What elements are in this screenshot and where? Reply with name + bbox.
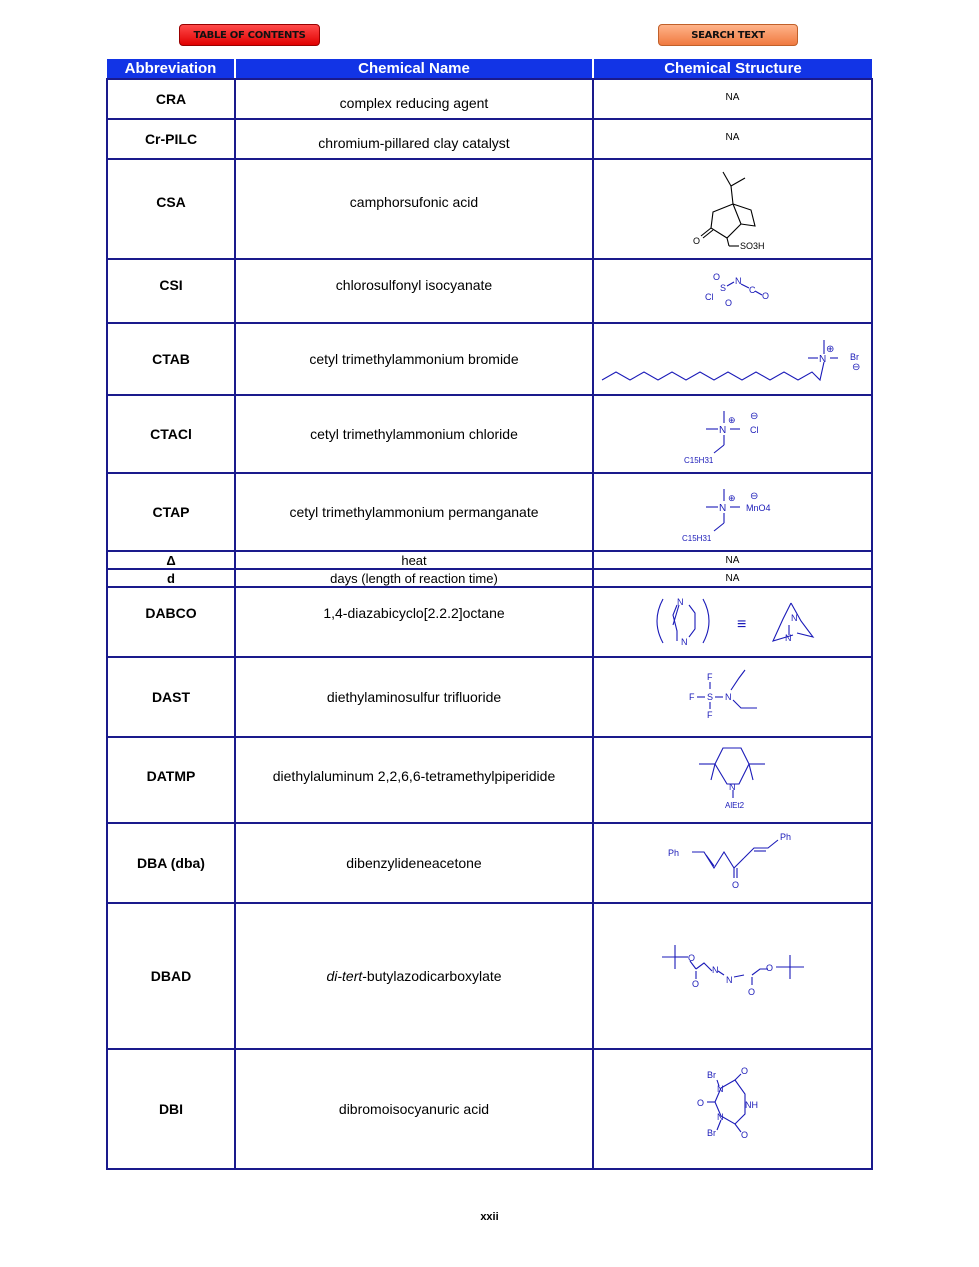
structure-label: C15H31 [681,534,711,543]
abbr-cell: CSI [107,259,235,323]
structure-cell: NA [593,551,872,569]
abbr-cell: DATMP [107,737,235,823]
structure-label: C [748,285,755,295]
structure-label: O [740,1130,748,1140]
structure-cell [593,1049,872,1169]
table-row [107,551,872,569]
table-row [107,119,872,159]
structure-label: N [790,613,797,623]
name-cell: cetyl trimethylammonium permanganate [235,473,593,551]
structure-cell [593,473,872,551]
structure-label: ≡ [736,616,746,633]
structure-label: ⊖ [749,491,758,502]
structure-label: O [696,1098,704,1108]
abbr-cell: d [107,569,235,587]
abbr-cell: CTAP [107,473,235,551]
name-rest-part: -butylazodicarboxylate [362,968,502,984]
table-row [107,737,872,823]
camphorsulfonic-acid-structure-icon [673,164,793,254]
structure-cell [593,657,872,737]
structure-label: N [734,276,741,286]
structure-label: F [688,692,694,702]
structure-label: Cl [704,292,713,302]
structure-label: O [724,298,732,308]
structure-cell [593,823,872,903]
name-cell: dibromoisocyanuric acid [235,1049,593,1169]
structure-label: N [784,633,791,643]
structure-label: Cl [749,425,758,435]
structure-label: MnO4 [745,503,771,513]
dast-structure-icon [683,662,783,732]
structure-label: F [706,710,712,720]
structure-label: N [676,597,683,607]
table-row [107,473,872,551]
header-chemical-structure: Chemical Structure [593,59,872,79]
structure-label: S [719,283,726,293]
name-cell: days (length of reaction time) [235,569,593,587]
name-cell: complex reducing agent [235,79,593,119]
abbr-cell: DAST [107,657,235,737]
name-cell: chlorosulfonyl isocyanate [235,259,593,323]
structure-label: O [692,236,700,246]
datmp-structure-icon [683,740,783,820]
structure-label: O [687,953,695,963]
structure-label: Ph [667,848,679,858]
abbr-cell: CTACl [107,395,235,473]
name-cell: diethylaminosulfur trifluoride [235,657,593,737]
structure-cell: NA [593,79,872,119]
structure-label: O [740,1066,748,1076]
structure-cell [593,903,872,1049]
ctacl-structure-icon [678,399,788,469]
structure-label: O [747,987,755,997]
structure-label: N [724,692,731,702]
abbr-cell: DBI [107,1049,235,1169]
structure-label: Br [706,1128,716,1138]
structure-label: N [728,782,735,792]
structure-cell [593,395,872,473]
dabco-structure-icon [633,591,833,653]
table-header-row [107,59,872,79]
structure-cell [593,587,872,657]
table-row [107,587,872,657]
chlorosulfonyl-isocyanate-structure-icon [683,266,783,316]
name-cell: chromium-pillared clay catalyst [235,119,593,159]
name-cell: camphorsufonic acid [235,159,593,259]
abbr-cell: CRA [107,79,235,119]
table-row [107,79,872,119]
structure-label: ⊕ [727,415,736,425]
structure-label: O [765,963,773,973]
structure-cell [593,323,872,395]
structure-cell [593,159,872,259]
dbi-structure-icon [683,1064,783,1154]
structure-cell [593,259,872,323]
structure-label: F [706,672,712,682]
structure-label: O [731,880,739,890]
structure-label: SO3H [739,241,765,251]
name-cell: heat [235,551,593,569]
structure-cell [593,737,872,823]
abbr-cell: CTAB [107,323,235,395]
structure-label: N [716,1084,723,1094]
abbr-cell: CSA [107,159,235,259]
structure-label: ⊖ [749,411,758,422]
structure-label: NH [744,1100,758,1110]
table-row [107,657,872,737]
structure-label: N [725,975,732,985]
structure-cell: NA [593,569,872,587]
page-number: xxii [480,1211,499,1223]
name-cell: dibenzylideneacetone [235,823,593,903]
ctab-structure-icon [598,326,868,392]
table-row [107,259,872,323]
structure-cell: NA [593,119,872,159]
structure-label: N [680,637,687,647]
structure-label: Br [706,1070,716,1080]
structure-label: O [761,291,769,301]
header-abbreviation: Abbreviation [107,59,235,79]
abbr-cell: Δ [107,551,235,569]
table-row [107,395,872,473]
structure-label: S [706,692,713,702]
name-cell: cetyl trimethylammonium chloride [235,395,593,473]
table-row [107,1049,872,1169]
structure-label: ⊕ [727,493,736,503]
abbreviation-table [106,59,873,1170]
search-text-button[interactable]: SEARCH TEXT [658,24,798,46]
structure-label: Ph [779,832,791,842]
structure-label: N [718,425,726,436]
structure-label: Br [849,352,859,362]
structure-label: ⊖ [851,362,860,373]
structure-label: N [716,1112,723,1122]
structure-label: ⊕ [825,344,834,355]
abbr-cell: DBA (dba) [107,823,235,903]
structure-label: N [818,354,826,365]
abbr-cell: DABCO [107,587,235,657]
ctap-structure-icon [678,477,788,547]
structure-label: N [711,965,718,975]
abbr-cell: DBAD [107,903,235,1049]
structure-label: N [718,503,726,514]
name-cell [235,903,593,1049]
structure-label: O [712,272,720,282]
table-row [107,323,872,395]
name-cell: 1,4-diazabicyclo[2.2.2]octane [235,587,593,657]
dbad-structure-icon [658,941,808,1011]
header-chemical-name: Chemical Name [235,59,593,79]
abbr-cell: Cr-PILC [107,119,235,159]
name-cell: cetyl trimethylammonium bromide [235,323,593,395]
name-italic-part: di-tert [326,968,363,984]
table-row [107,903,872,1049]
table-of-contents-button[interactable]: TABLE OF CONTENTS [179,24,320,46]
structure-label: AlEt2 [724,801,744,810]
structure-label: O [691,979,699,989]
table-row [107,569,872,587]
name-cell: diethylaluminum 2,2,6,6-tetramethylpiperidide [235,737,593,823]
table-row [107,823,872,903]
table-row [107,159,872,259]
structure-label: C15H31 [683,456,713,465]
dba-structure-icon [668,828,798,898]
